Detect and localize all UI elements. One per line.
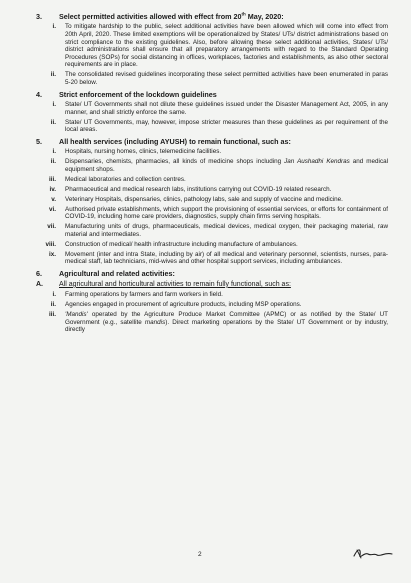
item-text: Pharmaceutical and medical research labs, institutions carrying out COVID-19 related research. — [65, 185, 332, 193]
item-number: vi. — [48, 205, 56, 213]
item-text: Manufacturing units of drugs, pharmaceuticals, medical devices, medical oxygen, their packaging material, raw material and intermediates. — [65, 223, 388, 238]
item-text: Authorised private establishments, which support the provisioning of essential services, or efforts for containment of COVID-19, including home care providers, diagnostics, supply chain firms serving hospitals. — [65, 205, 388, 221]
list-item — [36, 176, 388, 184]
section-number: 6. — [36, 268, 42, 278]
item-text: Hospitals, nursing homes, clinics, telemedicine facilities. — [65, 148, 222, 156]
item-text: State/ UT Governments shall not dilute these guidelines issued under the Disaster Management Act, 2005, in any manner, and shall strictly enforce the same. — [65, 100, 388, 116]
section-heading-3 — [36, 12, 388, 21]
list-item — [36, 291, 388, 299]
item-number: iii. — [49, 311, 56, 319]
list-item — [36, 206, 388, 221]
page-number: 2 — [198, 551, 202, 558]
item-text: Veterinary Hospitals, dispensaries, clinics, pathology labs, sale and supply of vaccine and medicine. — [65, 195, 343, 203]
item-text: Farming operations by farmers and farm workers in field. — [65, 291, 223, 299]
item-number: iii. — [49, 175, 56, 183]
list-item — [36, 301, 388, 309]
signature-mark — [352, 544, 394, 562]
section-title: All health services (including AYUSH) to remain functional, such as: — [59, 136, 291, 146]
item-number: ii. — [50, 301, 56, 309]
item-number: ii. — [50, 71, 56, 79]
list-item — [36, 158, 388, 173]
item-text: To mitigate hardship to the public, select additional activities have been allowed which will come into effect from 20th April, 2020. These limited exemptions will be operationalized by States/ UTs/ district administrations based on strict compliance to the existing guidelines. Also, before allowing these select additional activities, States/ UTs/ district administrations shall ensure that all preparatory arrangements with regard to the Standard Operating Procedures (SOPs) for social distancing in offices, workplaces, factories and establishments, as also other sectoral requirements are in place. — [65, 23, 388, 69]
section-heading-5 — [36, 137, 388, 146]
list-item — [36, 186, 388, 194]
item-number: ix. — [48, 250, 56, 258]
list-item — [36, 101, 388, 116]
section-number: 5. — [36, 136, 42, 146]
section-title: Select permitted activities allowed with effect from 20th May, 2020: — [59, 11, 284, 21]
list-item — [36, 71, 388, 86]
list-item — [36, 196, 388, 204]
item-number: vii. — [47, 223, 56, 231]
subsection-heading — [36, 280, 388, 289]
section-number: 4. — [36, 89, 42, 99]
document-body — [36, 9, 388, 334]
section-heading-6 — [36, 269, 388, 278]
item-number: iv. — [49, 185, 56, 193]
item-number: v. — [51, 195, 56, 203]
item-number: viii. — [45, 240, 56, 248]
subsection-letter: A. — [36, 280, 43, 288]
section-title: Agricultural and related activities: — [59, 268, 175, 278]
item-number: ii. — [50, 158, 56, 166]
list-item — [36, 251, 388, 266]
item-number: i. — [52, 100, 56, 108]
item-text: The consolidated revised guidelines incorporating these select permitted activities have been enumerated in paras 5-20 below. — [65, 71, 388, 86]
item-text: State/ UT Governments, may, however, impose stricter measures than these guidelines as per requirement of the local areas. — [65, 118, 388, 134]
item-number: i. — [52, 148, 56, 156]
item-number: ii. — [50, 118, 56, 126]
item-text: Dispensaries, chemists, pharmacies, all kinds of medicine shops including Jan Aushadhi Kendras and medical equipment shops. — [65, 158, 388, 173]
item-text: 'Mandis' operated by the Agriculture Produce Market Committee (APMC) or as notified by the State/ UT Government (e.g., satellite mandis). Direct marketing operations by the State/ UT Government or by industry, directly — [65, 311, 388, 334]
item-text: Medical laboratories and collection centres. — [65, 175, 186, 183]
item-text: Movement (inter and intra State, including by air) of all medical and veterinary personnel, scientists, nurses, para-medical staff, lab technicians, mid-wives and other hospital support services, including ambulances. — [65, 250, 388, 266]
section-heading-4 — [36, 90, 388, 99]
list-item — [36, 119, 388, 134]
list-item — [36, 223, 388, 238]
item-text: Construction of medical/ health infrastructure including manufacture of ambulances. — [65, 240, 298, 248]
section-title: Strict enforcement of the lockdown guidelines — [59, 89, 217, 99]
section-number: 3. — [36, 12, 42, 21]
list-item — [36, 148, 388, 156]
list-item — [36, 23, 388, 69]
item-text: Agencies engaged in procurement of agriculture products, including MSP operations. — [65, 301, 302, 309]
list-item — [36, 311, 388, 334]
item-number: i. — [52, 23, 56, 31]
item-number: i. — [52, 291, 56, 299]
subsection-title: All agricultural and horticultural activities to remain fully functional, such as: — [59, 280, 291, 288]
list-item — [36, 241, 388, 249]
